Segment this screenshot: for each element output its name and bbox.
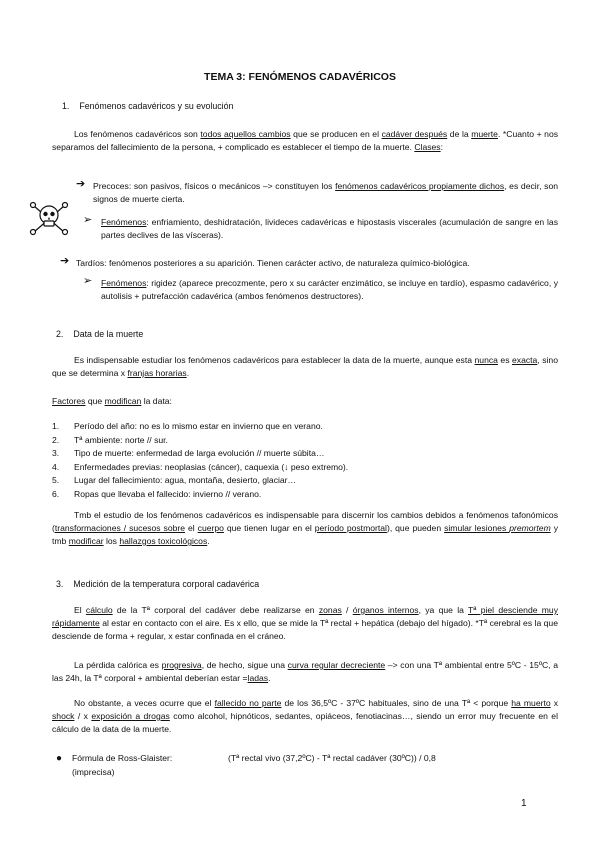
text-run: modifican — [104, 396, 142, 406]
text-run: La pérdida calórica es — [74, 660, 162, 670]
list-item-number: 3. — [52, 448, 60, 459]
text-run: fallecido no parte — [214, 698, 282, 708]
text-run: fenómenos cadavéricos propiamente dichos — [335, 181, 505, 191]
list-item-number: 4. — [52, 461, 60, 472]
section-number: 2. — [56, 329, 64, 339]
text-run: ), que pueden — [386, 523, 445, 533]
list-item — [52, 461, 348, 475]
text-run: exacta — [512, 355, 538, 365]
text-run: la data: — [141, 396, 172, 406]
text-run: Factores — [52, 396, 86, 406]
temp-paragraph-1 — [52, 604, 558, 643]
precoces-paragraph — [93, 180, 558, 206]
text-run: / x — [74, 711, 92, 721]
text-run: : enfriamiento, deshidratación, livideces cadavéricas e hipostasis viscerales (acumulación de sangre en las partes declives de las vísceras). — [101, 217, 558, 240]
text-run: / — [341, 605, 353, 615]
text-run: muerte — [471, 129, 498, 139]
text-run: premortem — [509, 523, 551, 533]
section-2-intro — [52, 354, 558, 380]
text-run: que — [85, 396, 105, 406]
text-run: , es decir, son signos de muerte cierta. — [93, 181, 559, 204]
text-run: de los 36,5ºC - 37ºC habituales, sino de una Tª < porque — [281, 698, 512, 708]
list-item-text: Período del año: no es lo mismo estar en invierno que en verano. — [74, 421, 323, 431]
section-1-intro — [52, 128, 558, 154]
text-run: No obstante, a veces ocurre que el — [74, 698, 215, 708]
text-run: El — [74, 605, 86, 615]
text-run: que tienen lugar en el — [223, 523, 315, 533]
list-item-number: 2. — [52, 434, 60, 445]
text-run: de la Tª corporal del cadáver debe realizarse en — [112, 605, 319, 615]
arrow-icon: ➔ — [60, 255, 70, 267]
text-run: Fenómenos — [101, 217, 147, 227]
text-run: , de hecho, sigue una — [201, 660, 288, 670]
list-item-number: 6. — [52, 488, 60, 499]
section-title: Data de la muerte — [73, 329, 144, 339]
page-title: TEMA 3: FENÓMENOS CADAVÉRICOS — [204, 71, 396, 83]
text-run: órganos internos — [352, 605, 419, 615]
text-run: –> con una Tª ambiental entre 5ºC - 15ºC, a las 24h, la Tª corporal + ambiental deberían estar = — [52, 660, 558, 683]
text-run: . — [186, 368, 190, 378]
list-item-text: Tª ambiente: norte // sur. — [74, 434, 168, 445]
text-run: Fenómenos — [101, 278, 147, 288]
section-3-heading — [56, 578, 259, 591]
tardios-fenomenos — [101, 277, 558, 303]
text-run: es — [497, 355, 513, 365]
formula-note: (imprecisa) — [72, 767, 115, 777]
temp-paragraph-2 — [52, 659, 558, 685]
text-run: el — [185, 523, 198, 533]
section-title: Fenómenos cadavéricos y su evolución — [79, 101, 234, 111]
text-run: : rigidez (aparece precozmente, pero x su carácter enzimático, se incluye en tardío), espasmo cadavérico, y autolisis + putrefacción cadavérica (ambos fenómenos destructores). — [101, 278, 558, 301]
text-run: Clases — [414, 142, 441, 152]
text-run: período postmortal — [314, 523, 387, 533]
text-run: simular lesiones — [444, 523, 510, 533]
text-run: zonas — [318, 605, 342, 615]
formula-label: Fórmula de Ross-Glaister: — [72, 753, 173, 763]
section-number: 1. — [62, 101, 70, 111]
precoces-fenomenos — [101, 216, 558, 242]
text-run: transformaciones / sucesos sobre — [54, 523, 186, 533]
text-run: ha muerto — [511, 698, 551, 708]
tardios-paragraph — [76, 257, 558, 270]
text-run: modificar — [68, 536, 104, 546]
text-run: shock — [52, 711, 75, 721]
factores-list — [52, 420, 348, 502]
text-run: Es indispensable estudiar los fenómenos cadavéricos para establecer la data de la muerte, aunque esta — [74, 355, 475, 365]
factores-label — [52, 395, 172, 408]
text-run: progresiva — [161, 660, 202, 670]
text-run: franjas horarias — [127, 368, 187, 378]
text-run: Tª piel desciende muy rápidamente — [52, 605, 559, 628]
text-run: al estar en contacto con el aire. Es x ello, que se mide la Tª rectal + hepática (debajo del hígado). *Tª cerebral es la que desciende de forma + regular, x estar confinada en el cráneo. — [52, 618, 558, 641]
text-run: los — [103, 536, 120, 546]
bullet-icon: ● — [56, 753, 63, 764]
text-run: cadáver después — [381, 129, 448, 139]
list-item — [52, 434, 348, 448]
list-item-number: 1. — [52, 421, 60, 431]
tmb-paragraph — [52, 509, 558, 548]
list-item — [52, 420, 348, 434]
section-number: 3. — [56, 579, 64, 589]
text-run: , sino que se determina x — [52, 355, 558, 378]
text-run: Tmb el estudio de los fenómenos cadavéricos es indispensable para discernir los cambios debidos a fenómenos tafonómicos ( — [52, 510, 558, 533]
section-title: Medición de la temperatura corporal cadavérica — [73, 579, 260, 589]
text-run: de la — [447, 129, 472, 139]
list-item — [52, 474, 348, 488]
triangle-arrow-icon: ➢ — [83, 214, 93, 226]
list-item-number: 5. — [52, 475, 60, 486]
text-run: , ya que la — [418, 605, 468, 615]
text-run: nunca — [474, 355, 498, 365]
formula-text: (Tª rectal vivo (37,2ºC) - Tª rectal cadáver (30ºC)) / 0,8 — [228, 753, 436, 763]
text-run: x — [550, 698, 559, 708]
text-run: : — [440, 142, 443, 152]
triangle-arrow-icon: ➢ — [83, 275, 93, 287]
list-item — [52, 488, 348, 502]
arrow-icon: ➔ — [76, 178, 86, 190]
text-run: Precoces: son pasivos, físicos o mecánicos –> constituyen los — [93, 181, 336, 191]
section-2-heading — [56, 328, 143, 341]
list-item-text: Enfermedades previas: neoplasias (cáncer), caquexia (↓ peso extremo). — [74, 461, 349, 472]
text-run: Los fenómenos cadavéricos son — [74, 129, 201, 139]
temp-paragraph-3 — [52, 697, 558, 736]
text-run: . — [268, 673, 271, 683]
skull-crossbones-icon — [28, 200, 70, 236]
text-run: curva regular decreciente — [287, 660, 386, 670]
text-run: cuerpo — [197, 523, 224, 533]
text-run: y tmb — [52, 523, 558, 546]
text-run: como alcohol, hipnóticos, sedantes, opiáceos, fenotiacinas…, siendo un error muy frecuente en el cálculo de la data de la muerte. — [52, 711, 558, 734]
text-run: . — [207, 536, 210, 546]
list-item-text: Lugar del fallecimiento: agua, montaña, desierto, glaciar… — [74, 475, 297, 486]
text-run: Tardíos: fenómenos posteriores a su aparición. Tienen carácter activo, de naturaleza químico-biológica. — [76, 258, 470, 268]
list-item-text: Tipo de muerte: enfermedad de larga evolución // muerte súbita… — [74, 448, 325, 459]
text-run: que se producen en el — [290, 129, 382, 139]
text-run: ladas — [247, 673, 269, 683]
list-item-text: Ropas que llevaba el fallecido: invierno // verano. — [74, 488, 262, 499]
text-run: . *Cuanto + nos separamos del fallecimiento de la persona, + complicado es establecer el tiempo de la muerte. — [52, 129, 559, 152]
text-run: hallazgos toxicológicos — [119, 536, 208, 546]
text-run: cálculo — [85, 605, 113, 615]
page-number: 1 — [521, 798, 527, 809]
section-1-heading — [62, 100, 233, 113]
list-item — [52, 447, 348, 461]
text-run: exposición a drogas — [91, 711, 170, 721]
text-run: todos aquellos cambios — [200, 129, 291, 139]
